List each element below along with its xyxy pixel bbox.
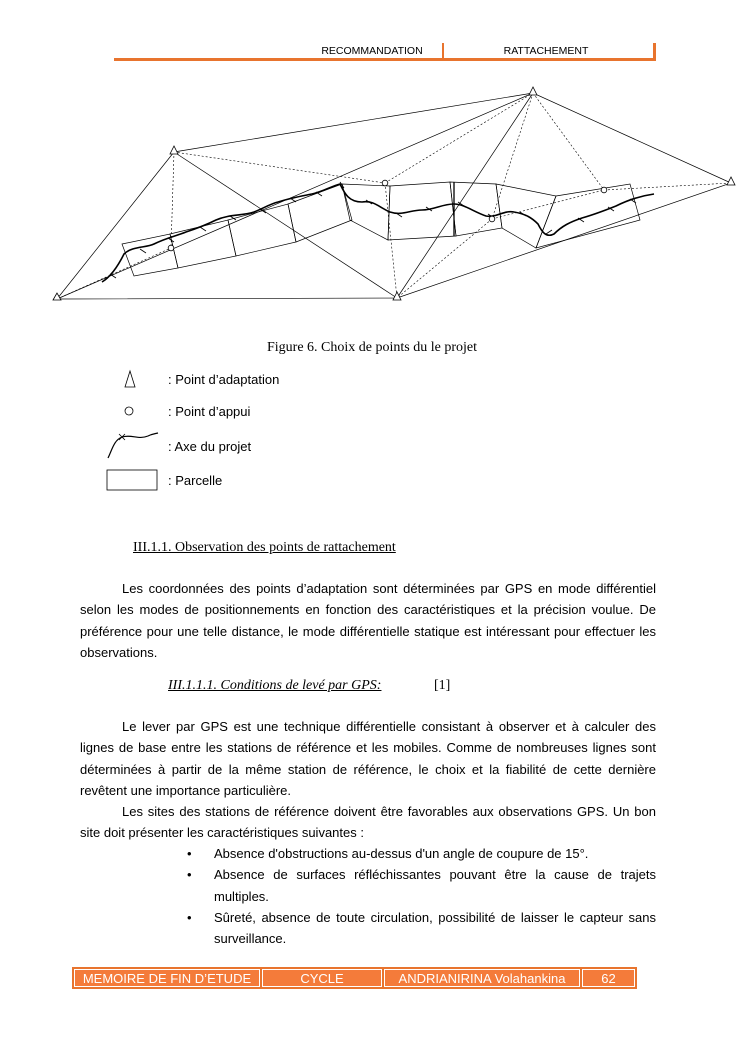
legend-item-axis bbox=[100, 430, 500, 460]
footer-page-number: 62 bbox=[582, 969, 635, 987]
observation-line bbox=[533, 93, 604, 190]
header-section-right: RATTACHEMENT bbox=[503, 45, 589, 57]
adaptation-point bbox=[53, 293, 61, 300]
parcel-rect-icon bbox=[100, 468, 164, 498]
requirements-list bbox=[187, 843, 656, 949]
list-item: • Absence de surfaces réfléchissantes pouvant être la cause de trajets multiples. bbox=[214, 864, 656, 907]
support-point bbox=[382, 180, 388, 186]
list-item: • Absence d'obstructions au-dessus d'un angle de coupure de 15°. bbox=[214, 843, 656, 864]
support-point bbox=[168, 245, 174, 251]
header-underline bbox=[114, 58, 656, 61]
legend-item-support bbox=[100, 402, 500, 432]
section-heading: III.1.1. Observation des points de rattachement bbox=[133, 540, 396, 555]
legend-label: : Axe du projet bbox=[168, 439, 252, 454]
parcel bbox=[228, 204, 296, 256]
page-footer bbox=[72, 967, 637, 1004]
observation-line bbox=[174, 152, 385, 183]
support-point bbox=[489, 216, 495, 222]
parcel bbox=[450, 182, 502, 236]
list-item: • Sûreté, absence de toute circulation, possibilité de laisser le capteur sans surveillance. bbox=[214, 907, 656, 950]
reference-marker: [1] bbox=[434, 678, 451, 693]
header-section-left: RECOMMANDATION bbox=[321, 45, 423, 57]
bullet-icon: • bbox=[187, 909, 192, 925]
axis-tick bbox=[110, 182, 636, 278]
parcel bbox=[122, 234, 178, 276]
adaptation-point bbox=[170, 146, 178, 154]
paragraph-intro: Les coordonnées des points d’adaptation sont déterminées par GPS en mode différentiel selon les modes de positionnements en fonction des caractéristiques et la précision voulue. De préférence pour une telle distance, le mode différentielle statique est intéressant pour effectuer les observations. bbox=[80, 581, 656, 660]
adaptation-point bbox=[529, 87, 537, 95]
network-line bbox=[57, 93, 533, 299]
legend-item-adaptation bbox=[100, 368, 500, 398]
bullet-icon: • bbox=[187, 867, 192, 883]
paragraph-gps: Le lever par GPS est une technique différentielle consistant à observer et à calculer des lignes de base entre les stations de référence et les mobiles. Comme de nombreuses lignes sont déterminées à partir de la même station de référence, le choix et la fiabilité de cette dernière revêtent une importance particulière. bbox=[80, 719, 656, 798]
page-header bbox=[114, 43, 656, 61]
footer-doc-type: MEMOIRE DE FIN D’ETUDE bbox=[74, 969, 260, 987]
legend-label: : Point d’appui bbox=[168, 404, 251, 419]
bullet-icon: • bbox=[187, 846, 192, 861]
observation-line bbox=[385, 93, 533, 183]
figure-caption: Figure 6. Choix de points du le projet bbox=[267, 340, 477, 355]
parcel bbox=[388, 182, 456, 240]
legend-label: : Parcelle bbox=[168, 473, 223, 488]
paragraph-sites: Les sites des stations de référence doivent être favorables aux observations GPS. Un bon site doit présenter les caractéristiques suivantes : bbox=[80, 804, 656, 841]
triangle-icon bbox=[100, 368, 164, 398]
parcel bbox=[170, 220, 236, 268]
parcel bbox=[342, 184, 390, 240]
support-point bbox=[601, 187, 607, 193]
observation-line bbox=[604, 183, 731, 190]
footer-author: ANDRIANIRINA Volahankina bbox=[384, 969, 580, 987]
observation-line bbox=[385, 183, 397, 298]
legend-label: : Point d’adaptation bbox=[168, 372, 280, 387]
legend-item-parcel bbox=[100, 468, 500, 498]
footer-cycle: CYCLE INGENIEUR bbox=[262, 969, 382, 987]
circle-icon bbox=[100, 402, 164, 432]
adaptation-point bbox=[727, 177, 735, 185]
subsection-heading: III.1.1.1. Conditions de levé par GPS: bbox=[168, 678, 382, 693]
network-line bbox=[397, 93, 533, 298]
project-axis-icon bbox=[100, 430, 164, 462]
project-points-figure bbox=[50, 86, 742, 308]
observation-line bbox=[397, 219, 492, 298]
